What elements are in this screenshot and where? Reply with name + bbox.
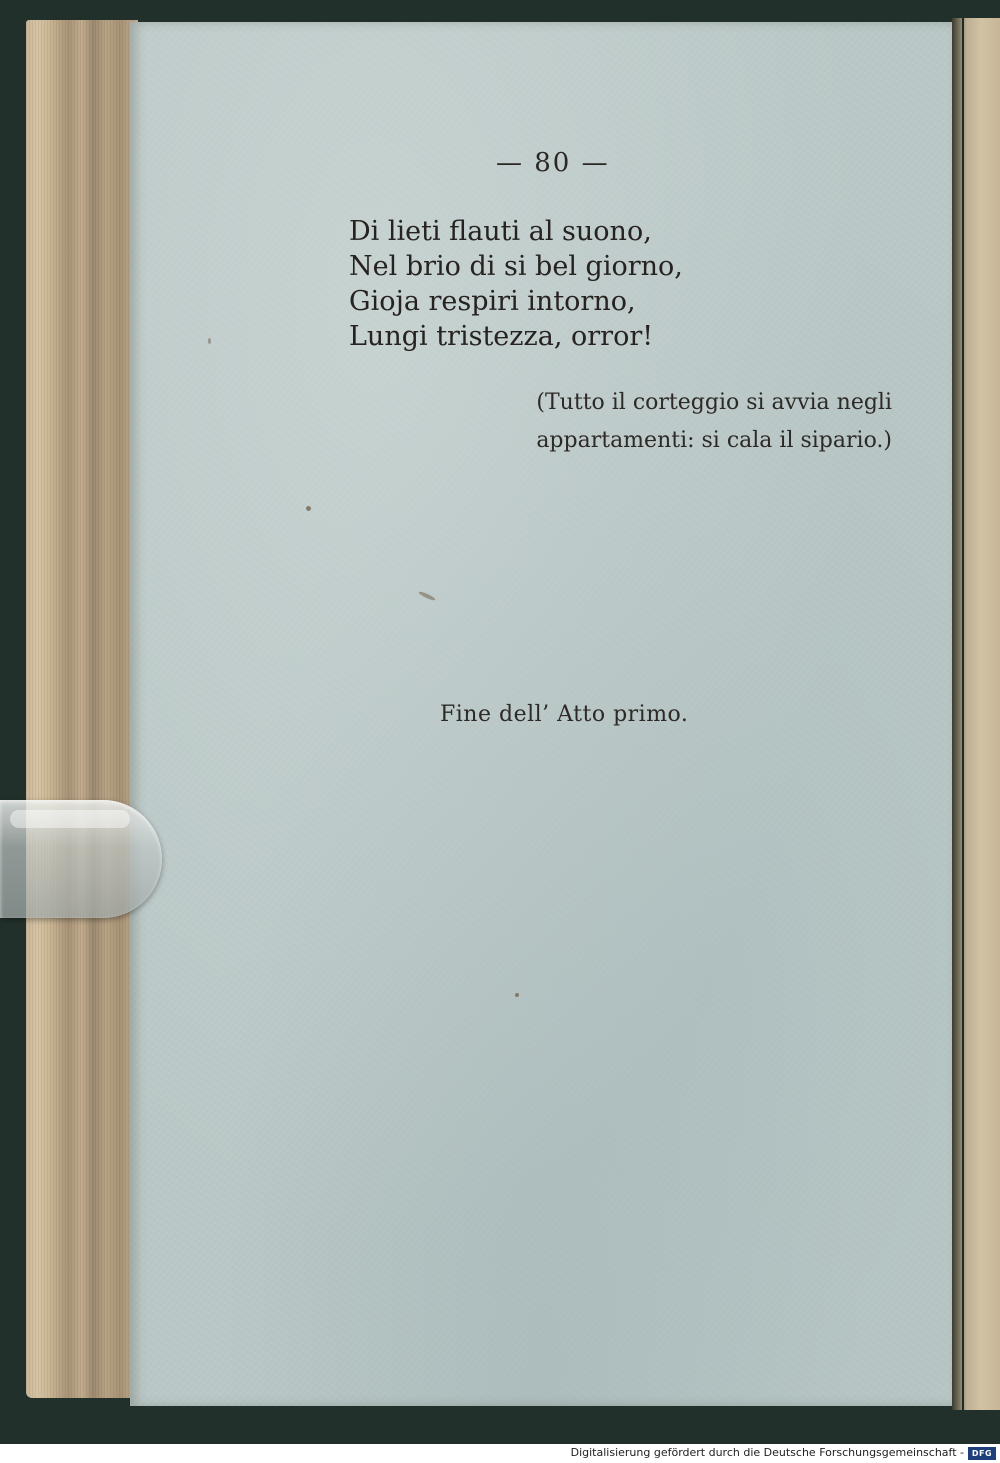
book-page-edges bbox=[26, 20, 138, 1398]
verse-line: Gioja respiri intorno, bbox=[349, 286, 636, 317]
verse-line: Nel brio di si bel giorno, bbox=[349, 251, 683, 282]
paper-speck bbox=[208, 338, 211, 344]
page-edge-lines bbox=[26, 20, 138, 1398]
stage-direction bbox=[372, 384, 892, 460]
verse-line: Di lieti flauti al suono, bbox=[349, 216, 652, 247]
adjacent-page bbox=[952, 18, 1000, 1410]
stage-direction-line: appartamenti: si cala il sipario.) bbox=[536, 428, 892, 453]
verse-block bbox=[349, 214, 683, 354]
paper-speck bbox=[306, 506, 311, 511]
verse-line: Lungi tristezza, orror! bbox=[349, 321, 654, 352]
act-end-line: Fine dell’ Atto primo. bbox=[440, 702, 689, 727]
paper-speck bbox=[515, 993, 519, 997]
clip-highlight bbox=[10, 810, 130, 828]
stage-direction-line: (Tutto il corteggio si avvia negli bbox=[536, 390, 892, 415]
page-holder-clip bbox=[0, 800, 162, 918]
funding-credit: Digitalisierung gefördert durch die Deutsche Forschungsgemeinschaft - bbox=[570, 1446, 964, 1459]
dfg-logo-icon: DFG bbox=[968, 1447, 996, 1460]
footer-bar bbox=[0, 1444, 1000, 1463]
gutter-shadow bbox=[962, 18, 964, 1410]
page-number: — 80 — bbox=[496, 148, 610, 178]
